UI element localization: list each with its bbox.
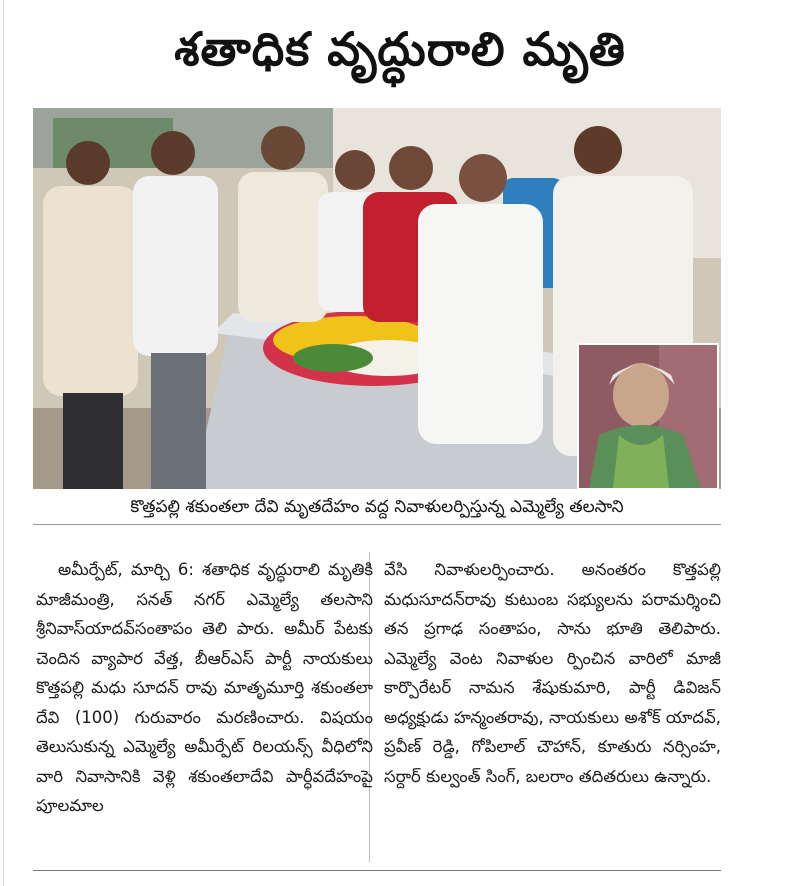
page-edge-rule: [3, 0, 4, 886]
portrait-inset: [577, 343, 719, 490]
photo-caption: కొత్తపల్లి శకుంతలా దేవి మృతదేహం వద్ద నివాళులర్పిస్తున్న ఎమ్మెల్యే తలసాని: [33, 492, 721, 525]
bottom-rule: [33, 870, 721, 871]
article-body-column-right: వేసి నివాళులర్పించారు. అనంతరం కొత్తపల్లి మధుసూదన్‌రావు కుటుంబ సభ్యులను పరామర్శించి తన ప్రగాఢ సంతాపం, సాను భూతి తెలిపారు. ఎమ్మెల్యే వెంట నివాళుల ర్పించిన వారిలో మాజీ కార్పొరేటర్ నామన శేషుకుమారి, పార్టీ డివిజన్ అధ్యక్షుడు హన్మంతరావు, నాయకులు అశోక్ యాదవ్, ప్రవీణ్ రెడ్డి, గోపిలాల్ చౌహాన్, కూతురు నర్సింహ, సర్దార్ కుల్వంత్ సింగ్, బలరాం తదితరులు ఉన్నారు.: [384, 560, 721, 786]
article-body-column-left: అమీర్పేట్, మార్చి 6: శతాధిక వృద్ధురాలి మృతికి మాజీమంత్రి, సనత్ నగర్ ఎమ్మెల్యే తలసాని శ్రీనివాస్‌యాదవ్‌సంతాపం తెలి పారు. అమీర్ పేటకు చెందిన వ్యాపార వేత్త, బీఆర్ఎస్ పార్టీ నాయకులు కొత్తపల్లి మధు సూదన్ రావు మాతృమూర్తి శకుంతలా దేవి (100) గురువారం మరణించారు. విషయం తెలుసుకున్న ఎమ్మెల్యే అమీర్పేట్ రిలయన్స్ వీధిలోని వారి నివాసానికి వెళ్లి శకుంతలాదేవి పార్ధీవదేహంపై పూలమాల: [36, 560, 373, 815]
headline: శతాధిక వృద్ధురాలి మృతి: [174, 22, 626, 76]
